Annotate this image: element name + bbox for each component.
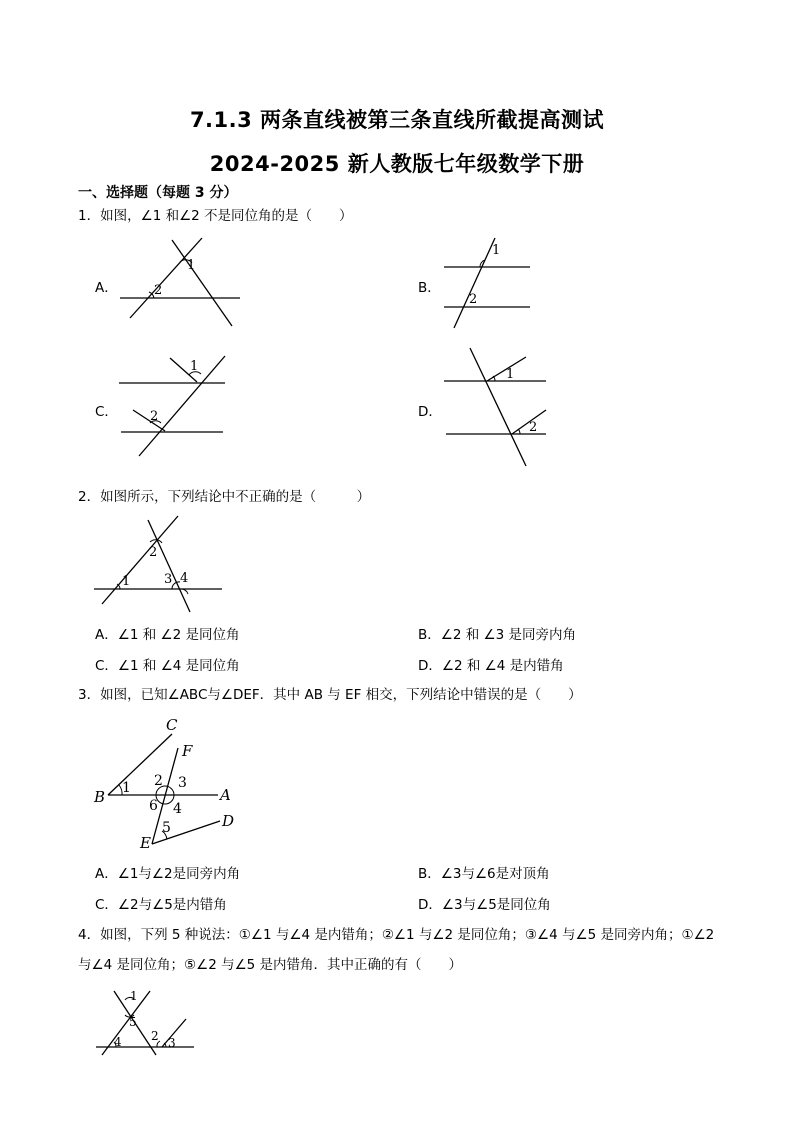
q3-point-b: B [94, 788, 106, 806]
q3-mark-3: 3 [178, 775, 187, 791]
q3-mark-1: 1 [122, 780, 131, 796]
q3-figure [92, 712, 242, 852]
section-heading: 一、选择题（每题 3 分） [78, 185, 238, 201]
q2-mark-4: 4 [180, 571, 189, 586]
q2-option-d: D．∠2 和 ∠4 是内错角 [418, 658, 564, 674]
q1c-mark-2: 2 [150, 409, 159, 424]
q4-mark-1: 1 [130, 989, 138, 1003]
q2-mark-1: 1 [122, 574, 131, 589]
q4-figure [94, 985, 198, 1059]
q1d-mark-2: 2 [529, 420, 538, 435]
q1a-mark-2: 2 [154, 283, 163, 298]
q4-mark-3: 3 [168, 1036, 176, 1050]
q1d-mark-1: 1 [506, 367, 515, 382]
page-title: 7.1.3 两条直线被第三条直线所截提高测试 [189, 108, 605, 132]
q3-point-f: F [182, 742, 193, 760]
q3-point-a: A [220, 786, 231, 804]
q1-figure-c [115, 352, 255, 458]
q4-stem-line1: 4．如图，下列 5 种说法：①∠1 与∠4 是内错角；②∠1 与∠2 是同位角；③∠4 与∠5 是同旁内角；①∠2 [78, 927, 715, 943]
q3-option-a: A．∠1与∠2是同旁内角 [95, 866, 241, 882]
q3-option-b: B．∠3与∠6是对顶角 [418, 866, 550, 882]
q2-option-a: A．∠1 和 ∠2 是同位角 [95, 627, 240, 643]
q2-stem: 2．如图所示，下列结论中不正确的是（ ） [78, 489, 371, 505]
q3-mark-2: 2 [154, 773, 163, 789]
q3-point-c: C [166, 716, 178, 734]
q1-option-d-label: D． [418, 404, 442, 420]
q3-mark-6: 6 [149, 798, 158, 814]
q2-figure [92, 512, 226, 616]
q2-mark-2: 2 [149, 545, 158, 560]
q3-mark-5: 5 [162, 820, 171, 836]
q1-figure-d [440, 344, 560, 468]
q3-option-c: C．∠2与∠5是内错角 [95, 897, 227, 913]
q1-figure-b [440, 234, 540, 332]
q1-option-b-label: B． [418, 280, 441, 296]
q1-option-a-label: A． [95, 280, 118, 296]
q1-option-c-label: C． [95, 404, 118, 420]
q3-option-d: D．∠3与∠5是同位角 [418, 897, 551, 913]
q1c-mark-1: 1 [190, 359, 199, 374]
q1-stem: 1．如图，∠1 和∠2 不是同位角的是（ ） [78, 208, 353, 224]
q4-mark-4: 4 [114, 1035, 122, 1049]
q3-mark-4: 4 [173, 801, 182, 817]
q3-point-d: D [222, 812, 235, 830]
q2-option-b: B．∠2 和 ∠3 是同旁内角 [418, 627, 577, 643]
q3-stem: 3．如图，已知∠ABC与∠DEF．其中 AB 与 EF 相交，下列结论中错误的是（ ） [78, 687, 582, 703]
q1b-mark-2: 2 [469, 292, 478, 307]
q3-point-e: E [140, 834, 151, 852]
q4-mark-5: 5 [129, 1015, 137, 1029]
q4-stem-line2: 与∠4 是同位角；⑤∠2 与∠5 是内错角．其中正确的有（ ） [78, 957, 463, 973]
q1b-mark-1: 1 [492, 243, 501, 258]
q1a-mark-1: 1 [187, 258, 196, 273]
page-subtitle: 2024-2025 新人教版七年级数学下册 [209, 152, 585, 176]
q2-mark-3: 3 [164, 572, 173, 587]
q1-figure-a [110, 232, 250, 330]
q4-mark-2: 2 [151, 1029, 159, 1043]
q2-option-c: C．∠1 和 ∠4 是同位角 [95, 658, 240, 674]
